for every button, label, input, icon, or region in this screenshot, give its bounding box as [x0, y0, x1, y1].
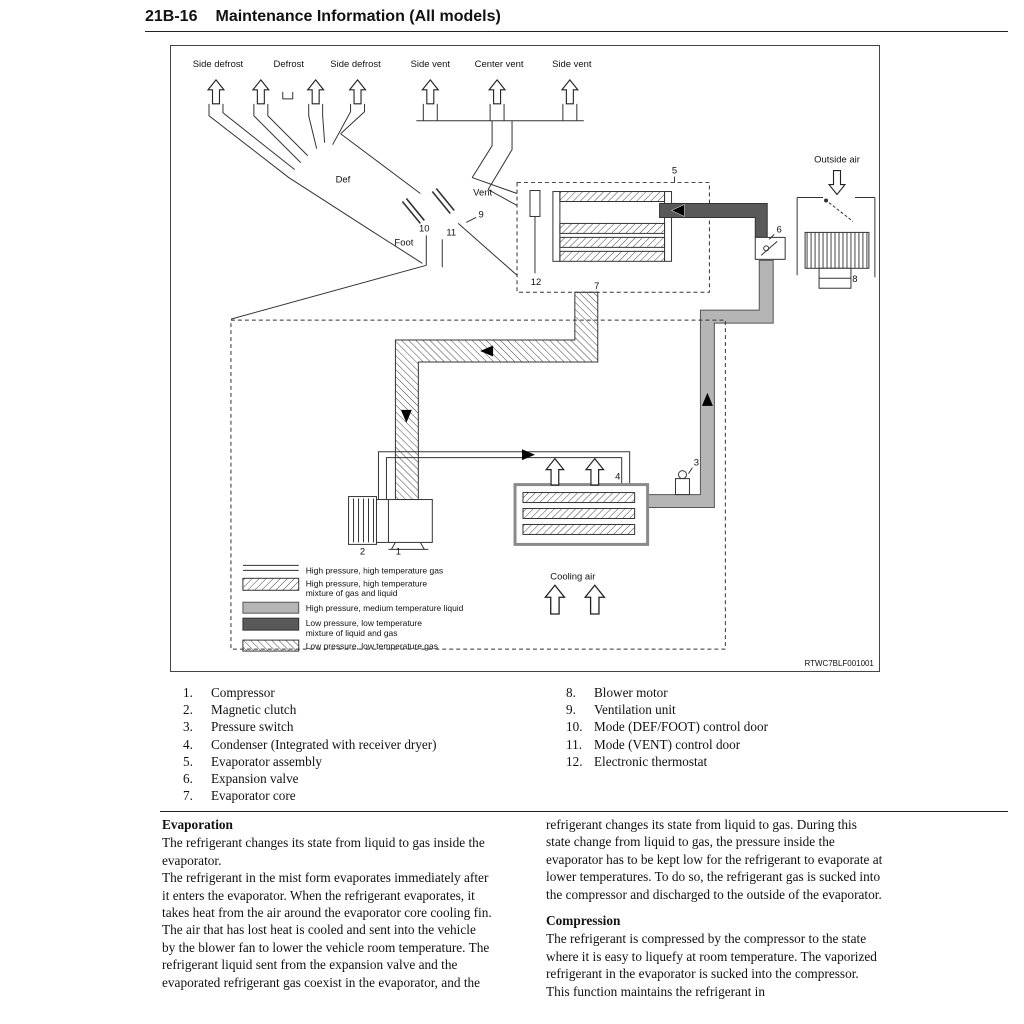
list-item: 12. Electronic thermostat [566, 753, 708, 769]
def-label: Def [335, 174, 351, 186]
hvac-diagram [171, 46, 879, 671]
list-item: 11. Mode (VENT) control door [566, 736, 741, 752]
flow-arrow-right [522, 449, 535, 460]
heading-compression: Compression [546, 913, 621, 929]
part-number-9: 9 [478, 209, 484, 221]
list-item: 4. Condenser (Integrated with receiver dryer) [183, 736, 437, 752]
section-divider-rule [160, 811, 1008, 812]
mode-control-doors [402, 189, 454, 224]
part-number-1: 1 [395, 546, 402, 558]
legend-label: mixture of gas and liquid [305, 588, 398, 599]
legend-swatch-thin-lines [243, 565, 299, 570]
expansion-valve-shape [755, 234, 785, 259]
list-item: 3. Pressure switch [183, 719, 294, 735]
legend-label: Low pressure, low temperature [305, 618, 422, 629]
list-item: 7. Evaporator core [183, 788, 296, 804]
page-title: Maintenance Information (All models) [215, 8, 501, 25]
electronic-thermostat-shape [530, 191, 540, 274]
body-column-left [162, 816, 492, 991]
legend-swatch-hatch-right [243, 578, 299, 590]
list-item: 9. Ventilation unit [566, 702, 676, 718]
compressor-shape [376, 500, 432, 550]
paragraph: refrigerant changes its state from liquid to gas. During this state change from liquid to gas, the pressure inside the evaporator has to be kept low for the refrigerant to evaporate at lower temperatures. To do so, the refrigerant gas is sucked into the compressor and discharged to the outside of the evaporator. [546, 817, 883, 902]
legend-label: High pressure, medium temperature liquid [305, 603, 464, 614]
list-item: 6. Expansion valve [183, 771, 299, 787]
condenser-shape [515, 485, 648, 545]
vent-label: Vent [473, 187, 493, 199]
pressure-switch-shape [676, 468, 693, 495]
header-rule [145, 31, 1008, 32]
list-item: 1. Compressor [183, 685, 275, 700]
vent-outlet-arrows [208, 80, 578, 104]
paragraph: The refrigerant changes its state from liquid to gas inside the evaporator. [162, 835, 485, 868]
low-pressure-gas-pipe [395, 292, 597, 499]
vent-label-side-defrost-right: Side defrost [330, 58, 381, 70]
legend-swatch-gray [243, 602, 299, 613]
part-number-5: 5 [671, 165, 678, 177]
outside-air-arrow [829, 171, 845, 195]
part-number-6: 6 [776, 224, 782, 236]
part-number-7: 7 [594, 281, 600, 293]
condenser-air-arrow [546, 459, 564, 485]
part-number-11: 11 [446, 227, 457, 239]
part-number-12: 12 [530, 277, 542, 289]
heading-evaporation: Evaporation [162, 817, 233, 832]
legend-label: High pressure, high temperature gas [305, 565, 444, 576]
figure-code: RTWC7BLF001001 [804, 659, 874, 669]
cooling-air-arrow [585, 585, 604, 614]
vent-label-side-defrost-left: Side defrost [192, 58, 244, 70]
condenser-air-arrow [586, 459, 604, 485]
list-item: 8. Blower motor [566, 685, 668, 700]
vent-label-defrost: Defrost [273, 58, 304, 70]
legend-label: Low pressure, low temperature gas [305, 641, 438, 652]
magnetic-clutch-shape [349, 497, 377, 545]
vent-label-side-vent-right: Side vent [552, 58, 592, 70]
list-item: 5. Evaporator assembly [183, 753, 322, 769]
hvac-diagram-figure [170, 45, 880, 672]
vent-label-side-vent-left: Side vent [410, 58, 451, 70]
evaporator-core-shape [553, 192, 672, 262]
section-code: 21B-16 [145, 8, 198, 25]
medium-temp-liquid-pipe [648, 260, 774, 507]
body-column-right [546, 816, 884, 1000]
ventilation-ducts [209, 104, 584, 319]
paragraph: The refrigerant in the mist form evaporates immediately after it enters the evaporator. When the refrigerant evaporates, it takes heat from the air around the evaporator core cooling fin. The air that has lost heat is cooled and sent into the vehicle by the blower fan to lower the vehicle room temperature. The refrigerant liquid sent from the expansion valve and the evaporated refrigerant gas coexist in the evaporator, and the [162, 870, 492, 990]
parts-list-left [183, 684, 543, 804]
part-number-8: 8 [852, 274, 858, 286]
legend-swatch-hatch-left [243, 640, 299, 651]
page-header [145, 8, 501, 26]
cooling-air-label: Cooling air [550, 571, 596, 583]
legend-label: High pressure, high temperature [305, 578, 428, 589]
list-item: 10. Mode (DEF/FOOT) control door [566, 719, 768, 735]
legend [243, 565, 464, 651]
paragraph: The refrigerant is compressed by the compressor to the state where it is easy to liquefy at room temperature. The vaporized refrigerant in the evaporator is sucked into the compressor. This function maintains the refrigerant in [546, 931, 877, 999]
engine-compartment-box [231, 320, 725, 652]
part-number-10: 10 [419, 223, 430, 235]
part-number-2: 2 [359, 546, 366, 558]
foot-label: Foot [394, 237, 414, 249]
parts-list-right [566, 684, 896, 770]
part-number-4: 4 [615, 471, 621, 483]
outside-air-label: Outside air [814, 154, 860, 166]
blower-motor-shape [805, 232, 869, 288]
legend-label: mixture of liquid and gas [305, 628, 398, 639]
part-number-3: 3 [693, 457, 700, 469]
list-item: 2. Magnetic clutch [183, 702, 297, 718]
legend-swatch-dark [243, 618, 299, 630]
vent-label-center-vent: Center vent [474, 58, 524, 70]
cooling-air-arrow [545, 585, 564, 614]
